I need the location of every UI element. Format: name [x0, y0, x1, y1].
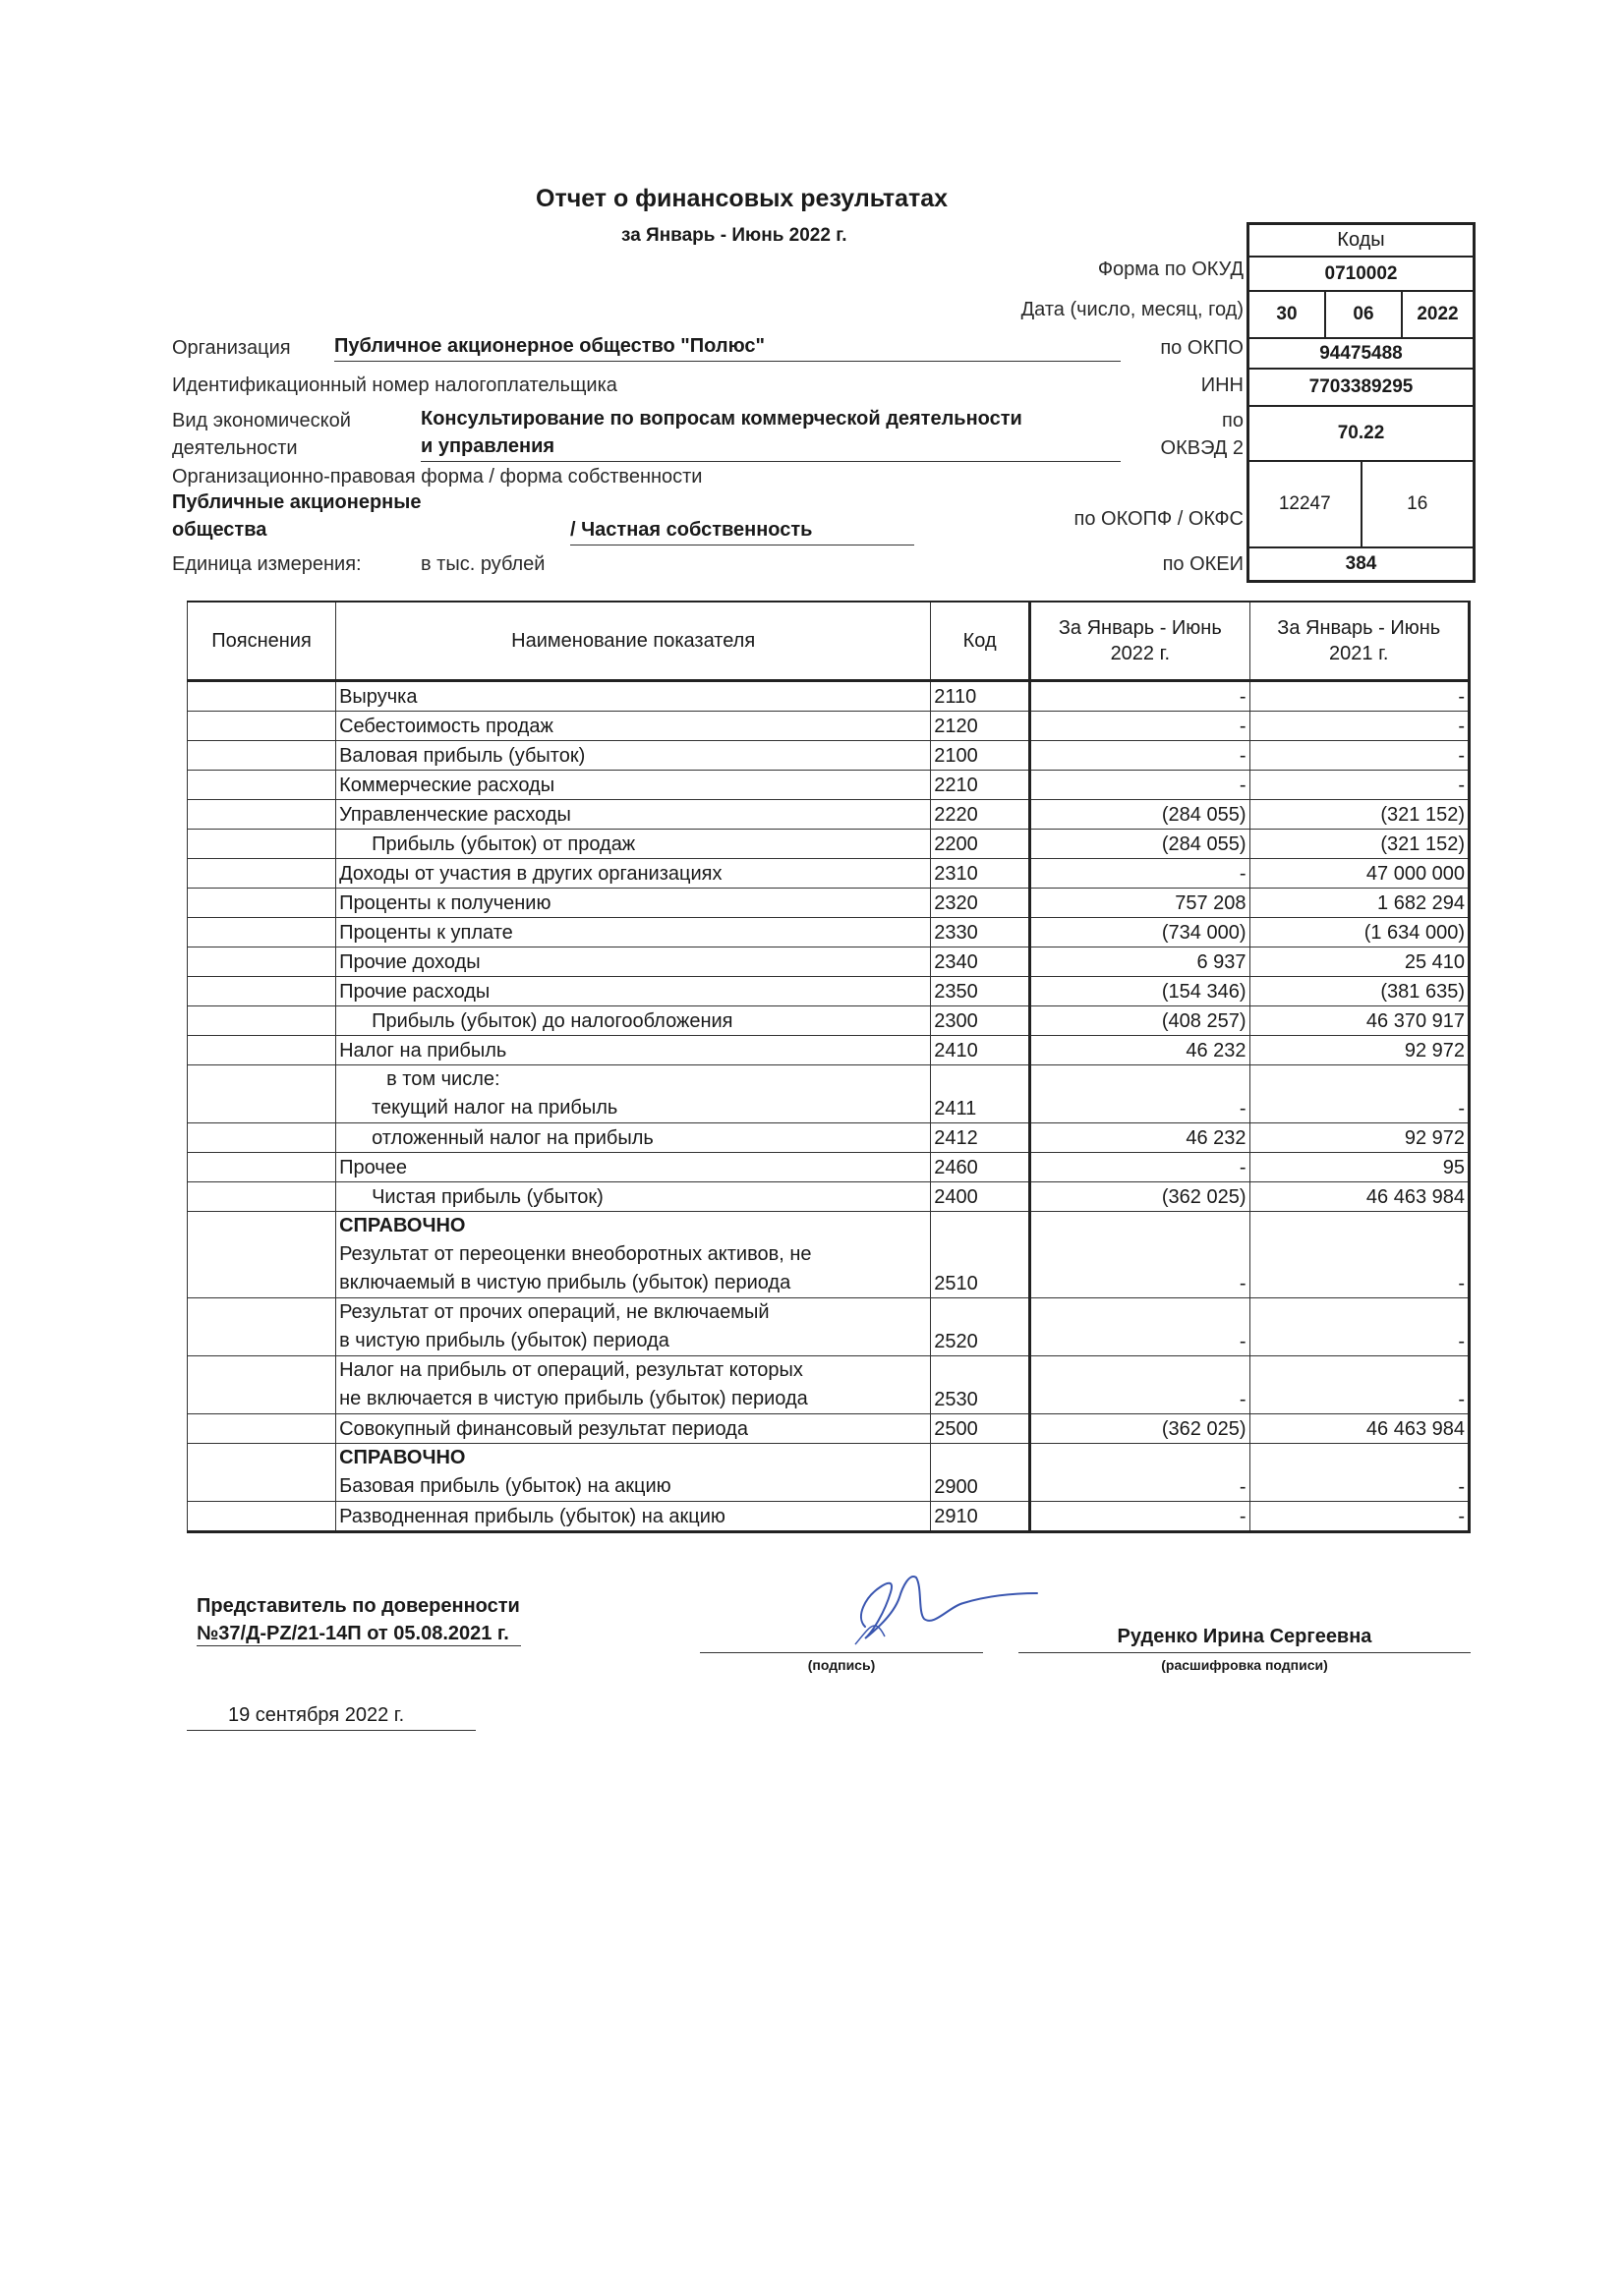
organization-name: Публичное акционерное общество "Полюс" [334, 335, 1121, 362]
signatory-name-caption: (расшифровка подписи) [1161, 1657, 1328, 1673]
table-row: Результат от прочих операций, не включаемый в чистую прибыль (убыток) периода 2520 - - [188, 1298, 1470, 1356]
signing-date-line [187, 1730, 476, 1731]
table-row: Налог на прибыль 2410 46 232 92 972 [188, 1036, 1470, 1065]
signatory-name-line [1018, 1652, 1471, 1653]
taxpayer-id-label: Идентификационный номер налогоплательщика [172, 374, 617, 396]
table-row: Себестоимость продаж 2120 - - [188, 712, 1470, 741]
okud-label: Форма по ОКУД [1097, 258, 1244, 280]
okopf-label: по ОКОПФ / ОКФС [1073, 508, 1244, 530]
financial-results-table [187, 601, 1471, 1533]
okopf-okfs-codes [1249, 462, 1473, 548]
inn-code: 7703389295 [1249, 370, 1473, 407]
col-code-header: Код [931, 602, 1030, 681]
table-row: Коммерческие расходы 2210 - - [188, 771, 1470, 800]
date-label: Дата (число, месяц, год) [1020, 299, 1244, 320]
report-title: Отчет о финансовых результатах [536, 185, 949, 212]
table-row: в том числе: текущий налог на прибыль 2411 - - [188, 1065, 1470, 1123]
table-row: Чистая прибыль (убыток) 2400 (362 025) 46 463 984 [188, 1182, 1470, 1212]
codes-box [1246, 222, 1476, 583]
unit-value: в тыс. рублей [421, 553, 546, 575]
table-row: Проценты к получению 2320 757 208 1 682 294 [188, 889, 1470, 918]
table-row: Разводненная прибыль (убыток) на акцию 2910 - - [188, 1502, 1470, 1532]
activity-line-2: и управления [421, 435, 1121, 462]
okfs-code: 16 [1361, 462, 1474, 546]
okved-code: 70.22 [1249, 407, 1473, 462]
table-row: отложенный налог на прибыль 2412 46 232 92 972 [188, 1123, 1470, 1153]
table-row: Прибыль (убыток) до налогообложения 2300 (408 257) 46 370 917 [188, 1006, 1470, 1036]
table-row: СПРАВОЧНО Базовая прибыль (убыток) на акцию 2900 - - [188, 1444, 1470, 1502]
representative-line-2: №37/Д-PZ/21-14П от 05.08.2021 г. [197, 1623, 521, 1646]
activity-line-1: Консультирование по вопросам коммерческой деятельности [421, 408, 1022, 430]
table-row: Управленческие расходы 2220 (284 055) (321 152) [188, 800, 1470, 830]
signature-line [700, 1652, 983, 1653]
activity-label-1: Вид экономической [172, 410, 351, 431]
codes-header: Коды [1249, 225, 1473, 258]
legal-form-line-1: Публичные акционерные [172, 491, 422, 513]
date-year: 2022 [1401, 292, 1473, 337]
okud-code: 0710002 [1249, 258, 1473, 292]
okved-label-2: ОКВЭД 2 [1160, 437, 1244, 459]
okpo-code: 94475488 [1249, 339, 1473, 370]
date-codes [1249, 292, 1473, 339]
col-2022-header: За Январь - Июнь 2022 г. [1030, 602, 1249, 681]
table-row: Прочее 2460 - 95 [188, 1153, 1470, 1182]
signature-caption: (подпись) [807, 1657, 876, 1673]
table-row: СПРАВОЧНО Результат от переоценки внеоборотных активов, не включаемый в чистую прибыль (убыток) периода 2510 - - [188, 1212, 1470, 1298]
col-indicator-header: Наименование показателя [336, 602, 931, 681]
activity-label-2: деятельности [172, 437, 298, 459]
table-row: Прочие расходы 2350 (154 346) (381 635) [188, 977, 1470, 1006]
date-month: 06 [1324, 292, 1401, 337]
okopf-code: 12247 [1278, 493, 1331, 514]
legal-form-label: Организационно-правовая форма / форма собственности [172, 466, 703, 488]
table-row: Выручка 2110 - - [188, 681, 1470, 712]
table-row: Прочие доходы 2340 6 937 25 410 [188, 947, 1470, 977]
table-row: Налог на прибыль от операций, результат которых не включается в чистую прибыль (убыток) периода 2530 - - [188, 1356, 1470, 1414]
table-row: Прибыль (убыток) от продаж 2200 (284 055) (321 152) [188, 830, 1470, 859]
col-notes-header: Пояснения [188, 602, 336, 681]
unit-label: Единица измерения: [172, 553, 362, 575]
okved-label-1: по [1222, 410, 1244, 431]
table-row: Валовая прибыль (убыток) 2100 - - [188, 741, 1470, 771]
organization-label: Организация [172, 337, 291, 359]
report-period: за Январь - Июнь 2022 г. [621, 225, 847, 246]
table-header-row [188, 602, 1470, 681]
legal-form-line-2: общества [172, 519, 267, 541]
date-day: 30 [1276, 304, 1298, 324]
signing-date: 19 сентября 2022 г. [228, 1704, 405, 1726]
okei-code: 384 [1345, 553, 1377, 574]
table-row: Проценты к уплате 2330 (734 000) (1 634 000) [188, 918, 1470, 947]
table-row: Доходы от участия в других организациях 2310 - 47 000 000 [188, 859, 1470, 889]
representative-line-1: Представитель по доверенности [197, 1595, 520, 1617]
okpo-label: по ОКПО [1160, 337, 1244, 359]
ownership-form: / Частная собственность [570, 519, 914, 545]
signatory-name: Руденко Ирина Сергеевна [1117, 1626, 1372, 1647]
col-2021-header: За Январь - Июнь 2021 г. [1249, 602, 1469, 681]
table-row: Совокупный финансовый результат периода 2500 (362 025) 46 463 984 [188, 1414, 1470, 1444]
okei-label: по ОКЕИ [1162, 553, 1244, 575]
inn-label: ИНН [1200, 374, 1244, 396]
